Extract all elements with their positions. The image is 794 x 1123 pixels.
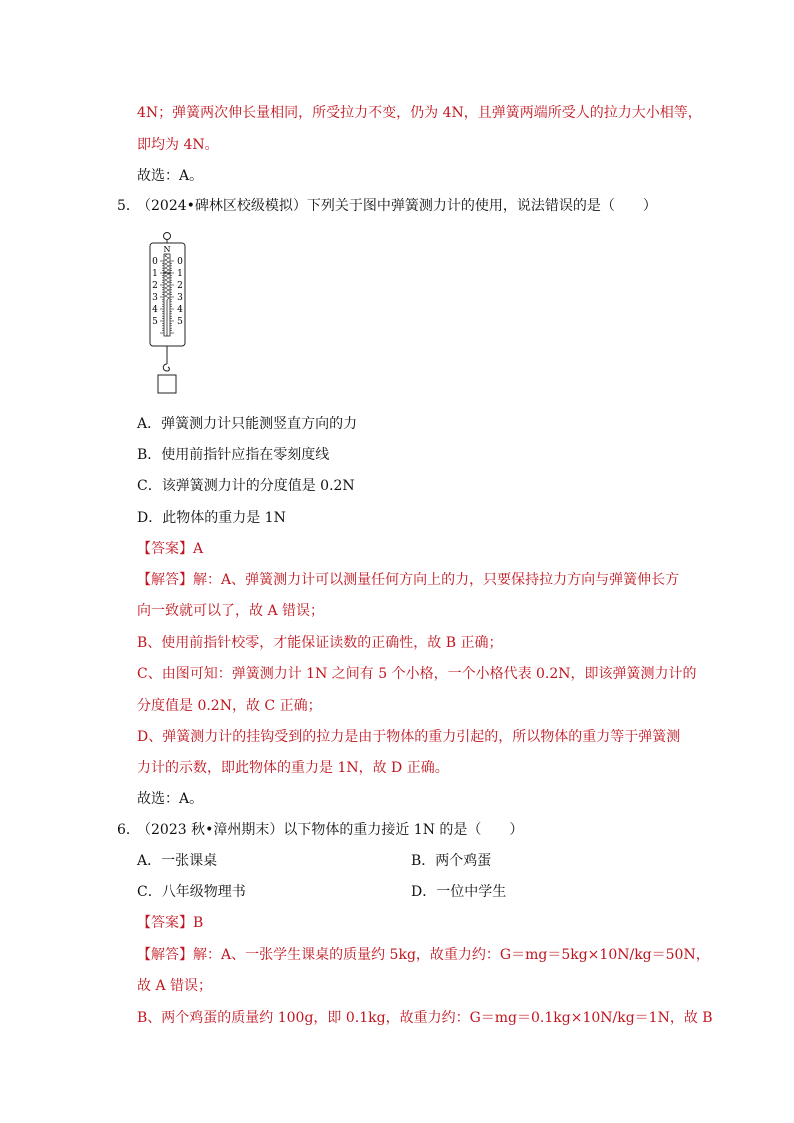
left-label-0: 0	[152, 257, 158, 267]
q5-analysis-line-2: 向一致就可以了，故 A 错误；	[137, 603, 325, 619]
top-ring	[164, 233, 171, 240]
left-label-2: 2	[152, 281, 158, 291]
q5-analysis-line-3: B、使用前指针校零，才能保证读数的正确性，故 B 正确；	[137, 635, 503, 651]
left-label-4: 4	[152, 305, 158, 315]
q6-option-c: C．八年级物理书	[137, 884, 246, 900]
q6-analysis-line-2: 故 A 错误；	[137, 978, 213, 994]
q6-number: 6．	[117, 822, 140, 838]
right-label-1: 1	[177, 269, 183, 279]
right-label-3: 3	[177, 293, 183, 303]
q5-analysis-line-4: C、由图可知：弹簧测力计 1N 之间有 5 个小格，一个小格代表 0.2N，即该弹簧测力计的	[137, 666, 697, 682]
right-label-0: 0	[177, 257, 183, 267]
q6-option-d: D．一位中学生	[411, 884, 507, 900]
unit-label: N	[163, 245, 171, 254]
weight-block	[158, 375, 176, 393]
q5-conclusion: 故选：A。	[137, 791, 204, 807]
q5-option-a: A．弹簧测力计只能测竖直方向的力	[137, 416, 358, 432]
q6-option-b: B．两个鸡蛋	[411, 853, 492, 869]
spring-scale-figure	[145, 228, 195, 400]
q5-analysis-line-5: 分度值是 0.2N，故 C 正确；	[137, 698, 322, 714]
q5-option-d: D．此物体的重力是 1N	[137, 510, 286, 526]
q6-analysis-line-3: B、两个鸡蛋的质量约 100g，即 0.1kg，故重力约：G＝mg＝0.1kg×10N/kg＝1N，故 B	[137, 1010, 713, 1026]
q6-analysis-line-1: 【解答】解：A、一张学生课桌的质量约 5kg，故重力约：G＝mg＝5kg×10N/kg＝50N，	[137, 947, 710, 963]
q6-option-a: A．一张课桌	[137, 853, 218, 869]
q5-analysis-line-1: 【解答】解：A、弹簧测力计可以测量任何方向上的力，只要保持拉力方向与弹簧伸长方	[137, 572, 680, 588]
q5-analysis-line-7: 力计的示数，即此物体的重力是 1N，故 D 正确。	[137, 760, 449, 776]
prev-conclusion: 故选：A。	[137, 168, 204, 184]
right-label-5: 5	[177, 317, 183, 327]
left-label-5: 5	[152, 317, 158, 327]
q5-stem: （2024•碑林区校级模拟）下列关于图中弹簧测力计的使用，说法错误的是（ ）	[137, 198, 657, 214]
right-label-2: 2	[177, 281, 183, 291]
q5-option-b: B．使用前指针应指在零刻度线	[137, 447, 330, 463]
left-label-1: 1	[152, 269, 158, 279]
prev-solution-line-1: 4N；弹簧两次伸长量相同，所受拉力不变，仍为 4N，且弹簧两端所受人的拉力大小相等，	[137, 105, 702, 121]
q5-answer: 【答案】A	[137, 541, 204, 557]
q5-analysis-line-6: D、弹簧测力计的挂钩受到的拉力是由于物体的重力引起的，所以物体的重力等于弹簧测	[137, 729, 681, 745]
q6-answer: 【答案】B	[137, 915, 204, 931]
q5-number: 5．	[117, 198, 140, 214]
q6-stem: （2023 秋•漳州期末）以下物体的重力接近 1N 的是（ ）	[137, 822, 524, 838]
prev-solution-line-2: 即均为 4N。	[137, 137, 219, 153]
q5-option-c: C．该弹簧测力计的分度值是 0.2N	[137, 478, 355, 494]
right-label-4: 4	[177, 305, 183, 315]
hook	[163, 364, 169, 371]
left-label-3: 3	[152, 293, 158, 303]
